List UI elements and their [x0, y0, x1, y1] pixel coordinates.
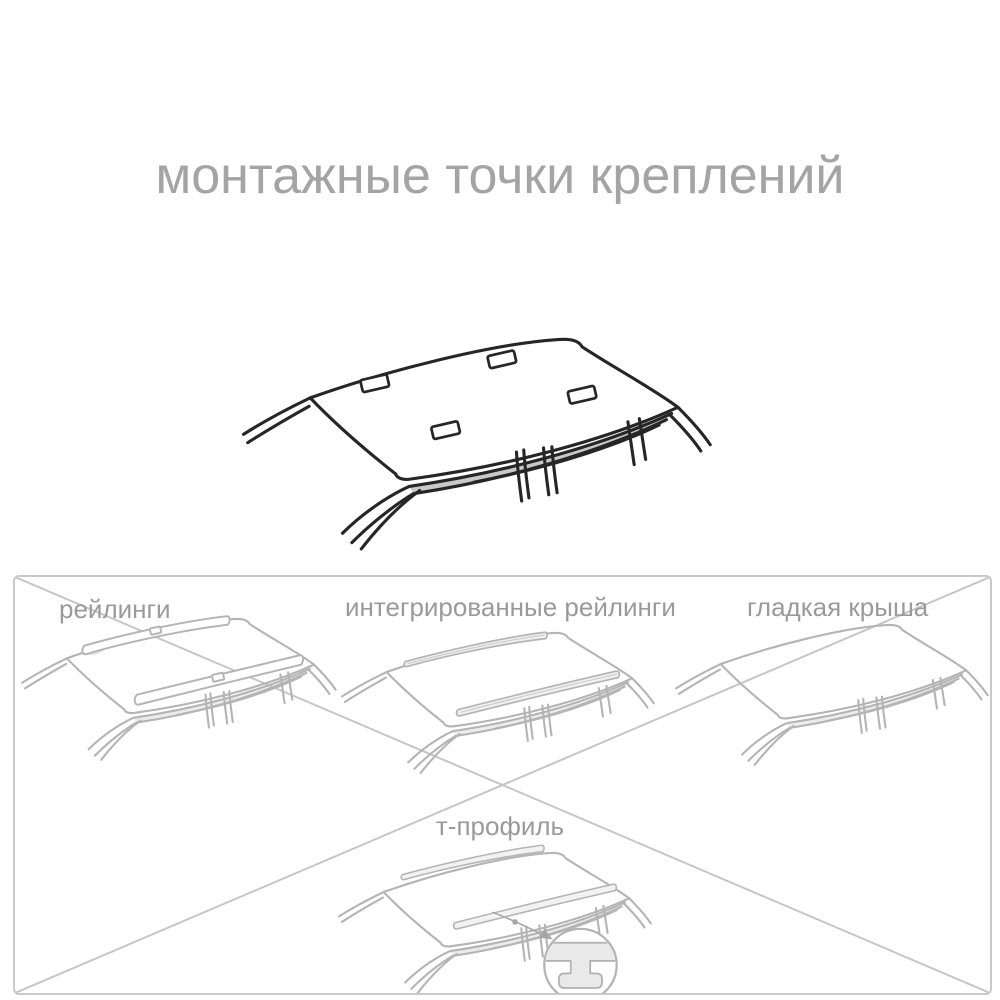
- roof-types-panel: [13, 575, 992, 995]
- raised-rails: [82, 615, 303, 705]
- t-profile-diagram: [337, 837, 657, 995]
- page-title: монтажные точки креплений: [155, 147, 845, 205]
- pointer-arrow-line: [492, 912, 543, 935]
- integrated-railings-diagram: [340, 624, 660, 791]
- label-t-profile: т-профиль: [435, 811, 565, 841]
- railings-diagram: [20, 610, 342, 778]
- mount-point-1: [360, 374, 389, 392]
- main-roof-diagram: [240, 326, 720, 576]
- mount-point-3: [431, 421, 460, 439]
- mount-point-2: [487, 350, 516, 368]
- mount-points: [360, 350, 596, 439]
- smooth-roof-diagram: [674, 616, 992, 783]
- label-integrated-railings: интегрированные рейлинги: [345, 592, 676, 622]
- mount-point-4: [567, 386, 596, 404]
- pointer-dot: [512, 919, 518, 925]
- label-railings: рейлинги: [59, 594, 171, 624]
- label-smooth-roof: гладкая крыша: [747, 592, 929, 622]
